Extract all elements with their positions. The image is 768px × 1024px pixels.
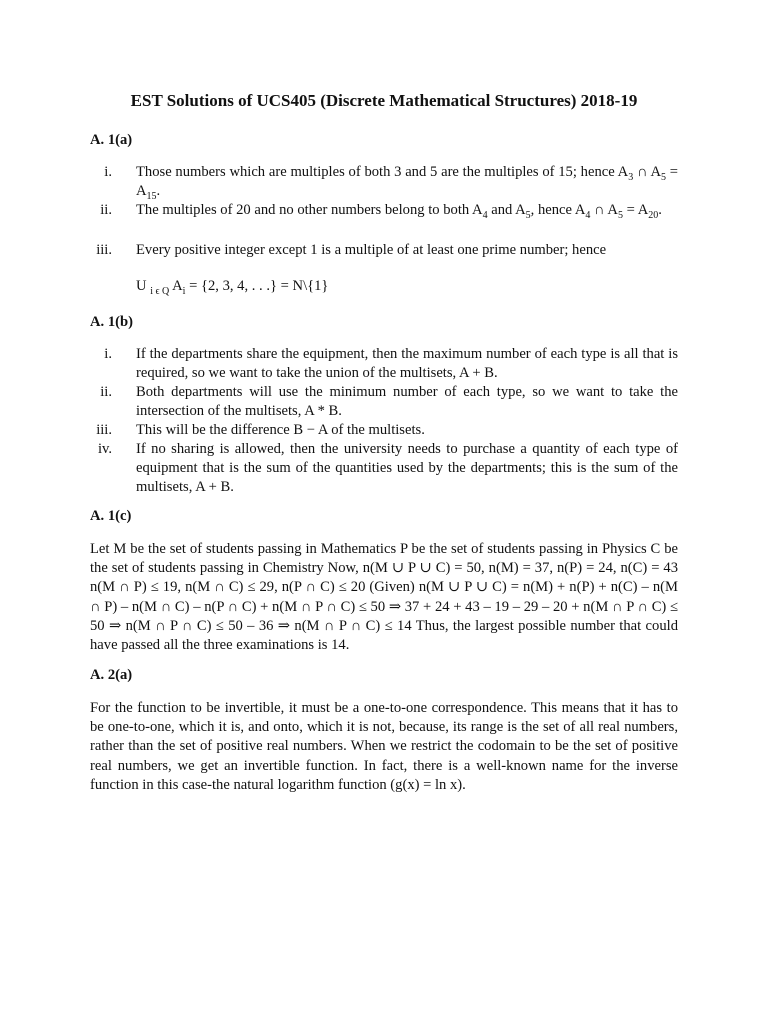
list-item-number: i. [104, 346, 112, 362]
list-item-text: This will be the difference B − A of the multisets. [136, 422, 425, 438]
paragraph-1c: Let M be the set of students passing in Mathematics P be the set of students passing in Physics C be the set of students passing in Chemistry Now, n(M ∪ P ∪ C) = 50, n(M) = 37, n(P) = 24, n(C) = 43 n(M ∩ P) ≤ 19, n(M ∩ C) ≤ 29, n(P ∩ C) ≤ 20 (Given) n(M ∪ P ∪ C) = n(M) + n(P) + n(C) – n(M ∩ P) – n(M ∩ C) – n(P ∩ C) + n(M ∩ P ∩ C) ≤ 50 ⇒ 37 + 24 + 43 – 19 – 29 – 20 + n(M ∩ P ∩ C) ≤ 50 ⇒ n(M ∩ P ∩ C) ≤ 50 – 36 ⇒ n(M ∩ P ∩ C) ≤ 14 Thus, the largest possible number that could have passed all the three examinations is 14. [90, 541, 678, 654]
section-heading-1a: A. 1(a) [90, 132, 133, 148]
paragraph-2a: For the function to be invertible, it must be a one-to-one correspondence. This means that it has to be one-to-one, which it is, and onto, which it is not, because, its range is the set of all real numbers, rather than the set of positive real numbers. When we restrict the codomain to be the set of positive real numbers, we get an invertible function. In fact, there is a well-known name for the inverse function in this case-the natural logarithm function (g(x) = ln x). [90, 700, 678, 793]
list-item [0, 201, 768, 241]
section-heading-2a: A. 2(a) [90, 667, 133, 683]
union-formula: U $_{i \epsilon Q}$ $A_i = \{2$, 3, 4, . . .} = N\{1} [136, 278, 329, 297]
list-item [0, 163, 768, 201]
section-heading-1c: A. 1(c) [90, 508, 132, 524]
list-item [0, 241, 768, 260]
list-item-number: i. [104, 164, 112, 180]
list-item-text: Every positive integer except 1 is a multiple of at least one prime number; hence [136, 242, 607, 258]
list-1b [0, 345, 768, 497]
page-title: EST Solutions of UCS405 (Discrete Mathematical Structures) 2018-19 [130, 91, 638, 110]
list-item-text: The multiples of 20 and no other numbers belong to both $A_4$ and $A_5$, hence $A_4$ ∩ $A_5 = A_{20}$. [136, 202, 662, 221]
list-item-number: iii. [96, 422, 112, 438]
list-item [0, 421, 768, 440]
list-item-number: ii. [100, 384, 112, 400]
list-item-text: If no sharing is allowed, then the university needs to purchase a quantity of each type of equipment that is the sum of the quantities used by the departments; this is the sum of the multisets, A + B. [136, 441, 678, 495]
list-item-number: iii. [96, 242, 112, 258]
list-1a [0, 163, 768, 260]
list-item [0, 383, 768, 421]
list-item-number: ii. [100, 202, 112, 218]
list-item-text: Both departments will use the minimum number of each type, so we want to take the intersection of the multisets, A * B. [136, 384, 678, 419]
list-item-text: If the departments share the equipment, then the maximum number of each type is all that is required, so we want to take the union of the multisets, A + B. [136, 346, 678, 381]
list-item-text: Those numbers which are multiples of both 3 and 5 are the multiples of 15; hence $A_3$ ∩ $A_5 = A_{15}$. [136, 164, 678, 202]
section-heading-1b: A. 1(b) [90, 314, 133, 330]
list-item [0, 440, 768, 497]
list-item-number: iv. [97, 441, 112, 457]
list-item [0, 345, 768, 383]
